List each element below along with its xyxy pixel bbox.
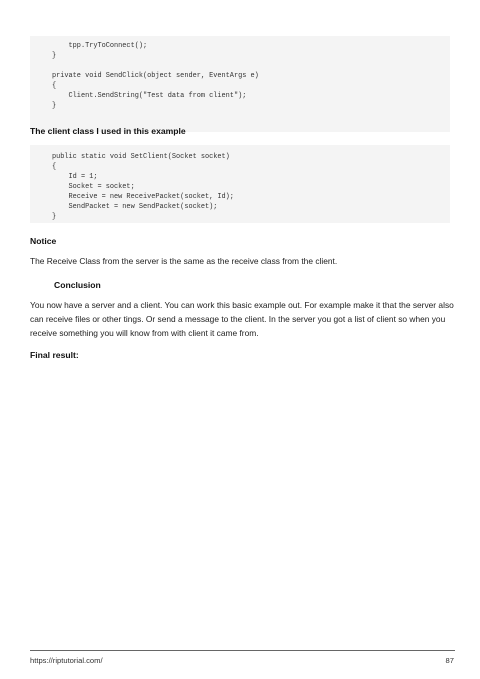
code-line: } [52,102,57,110]
code-line: public static void SetClient(Socket socket) [52,153,230,161]
code-line: Id = 1; [52,173,98,181]
section-heading: Final result: [30,350,79,360]
code-block [30,145,450,223]
code-line: Socket = socket; [52,183,135,191]
code-line: { [52,163,57,171]
code-line [52,61,450,71]
code-line: { [52,82,57,90]
notice-paragraph: The Receive Class from the server is the same as the receive class from the client. [30,256,338,266]
section-heading: Notice [30,236,57,246]
code-line: private void SendClick(object sender, EventArgs e) [52,72,259,80]
code-line: tpp.TryToConnect(); [52,42,148,50]
code-line: SendPacket = new SendPacket(socket); [52,203,218,211]
code-line: Receive = new ReceivePacket(socket, Id); [52,193,234,201]
footer-url[interactable]: https://riptutorial.com/ [30,656,103,665]
footer-divider [30,650,455,651]
page-number: 87 [445,656,454,665]
code-line: Client.SendString("Test data from client"); [52,92,247,100]
code-line: } [52,213,57,221]
section-heading: Conclusion [54,280,101,290]
code-block [30,36,450,132]
section-heading: The client class I used in this example [30,126,186,136]
code-line: } [52,52,57,60]
conclusion-paragraph: You now have a server and a client. You can work this basic example out. For example make it that the server also can receive files or other tings. Or send a message to the client. In the server you got a list of client so when you receive something you will know from with client it came from. [30,300,454,338]
